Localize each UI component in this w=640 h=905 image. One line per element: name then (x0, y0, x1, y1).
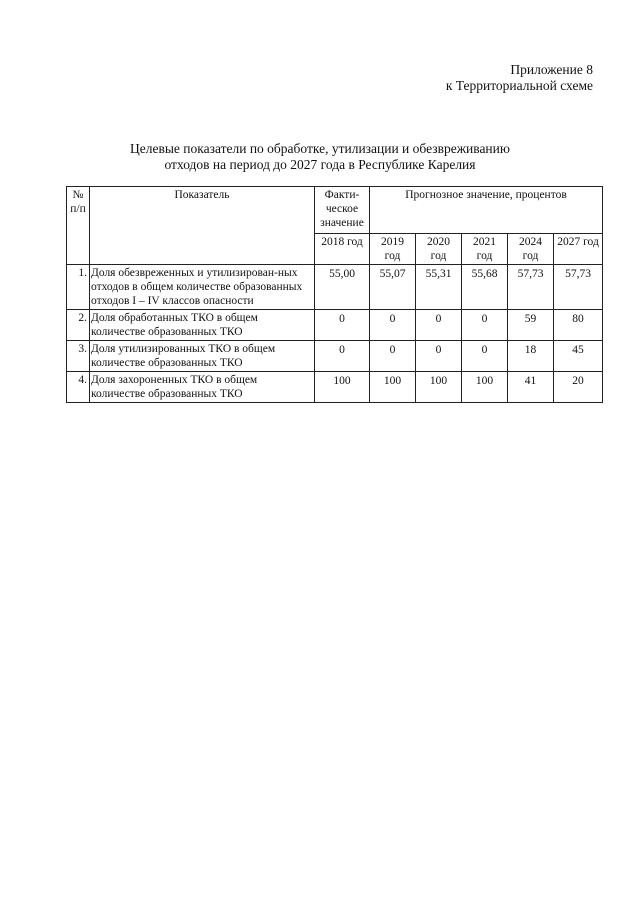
document-title (0, 141, 640, 173)
header-number: № п/п (67, 187, 90, 265)
title-line-1: Целевые показатели по обработке, утилизации и обезвреживанию (130, 141, 510, 156)
year-cell: 2027 год (554, 234, 603, 265)
title-line-2: отходов на период до 2027 года в Республике Карелия (164, 157, 476, 172)
value-cell: 0 (315, 310, 370, 341)
value-cell: 18 (508, 341, 554, 372)
value-cell: 57,73 (554, 265, 603, 310)
table-row (67, 310, 603, 341)
header-forecast: Прогнозное значение, процентов (370, 187, 603, 234)
value-cell: 0 (370, 310, 416, 341)
row-indicator: Доля обезвреженных и утилизирован-ных отходов в общем количестве образованных отходов I – IV классов опасности (90, 265, 315, 310)
value-cell: 0 (462, 310, 508, 341)
appendix-number: Приложение 8 (510, 62, 593, 77)
row-number: 3. (67, 341, 90, 372)
value-cell: 55,68 (462, 265, 508, 310)
value-cell: 59 (508, 310, 554, 341)
value-cell: 100 (370, 372, 416, 403)
row-number: 1. (67, 265, 90, 310)
value-cell: 0 (416, 310, 462, 341)
table-row (67, 265, 603, 310)
value-cell: 55,07 (370, 265, 416, 310)
value-cell: 0 (462, 341, 508, 372)
value-cell: 41 (508, 372, 554, 403)
value-cell: 100 (416, 372, 462, 403)
value-cell: 20 (554, 372, 603, 403)
value-cell: 0 (315, 341, 370, 372)
appendix-reference: к Территориальной схеме (445, 78, 593, 93)
row-indicator: Доля утилизированных ТКО в общем количестве образованных ТКО (90, 341, 315, 372)
header-indicator: Показатель (90, 187, 315, 265)
value-cell: 80 (554, 310, 603, 341)
year-cell: 2024 год (508, 234, 554, 265)
table-header-row (67, 187, 603, 234)
value-cell: 55,31 (416, 265, 462, 310)
indicators-table (66, 186, 603, 403)
table-row (67, 372, 603, 403)
table-row (67, 341, 603, 372)
year-cell: 2021 год (462, 234, 508, 265)
value-cell: 57,73 (508, 265, 554, 310)
row-indicator: Доля обработанных ТКО в общем количестве образованных ТКО (90, 310, 315, 341)
row-indicator: Доля захороненных ТКО в общем количестве образованных ТКО (90, 372, 315, 403)
year-cell: 2019 год (370, 234, 416, 265)
row-number: 4. (67, 372, 90, 403)
row-number: 2. (67, 310, 90, 341)
value-cell: 55,00 (315, 265, 370, 310)
value-cell: 45 (554, 341, 603, 372)
value-cell: 100 (462, 372, 508, 403)
value-cell: 0 (370, 341, 416, 372)
value-cell: 0 (416, 341, 462, 372)
header-actual: Факти-ческое значение (315, 187, 370, 234)
appendix-header (446, 62, 593, 94)
year-cell: 2020 год (416, 234, 462, 265)
value-cell: 100 (315, 372, 370, 403)
year-cell: 2018 год (315, 234, 370, 265)
